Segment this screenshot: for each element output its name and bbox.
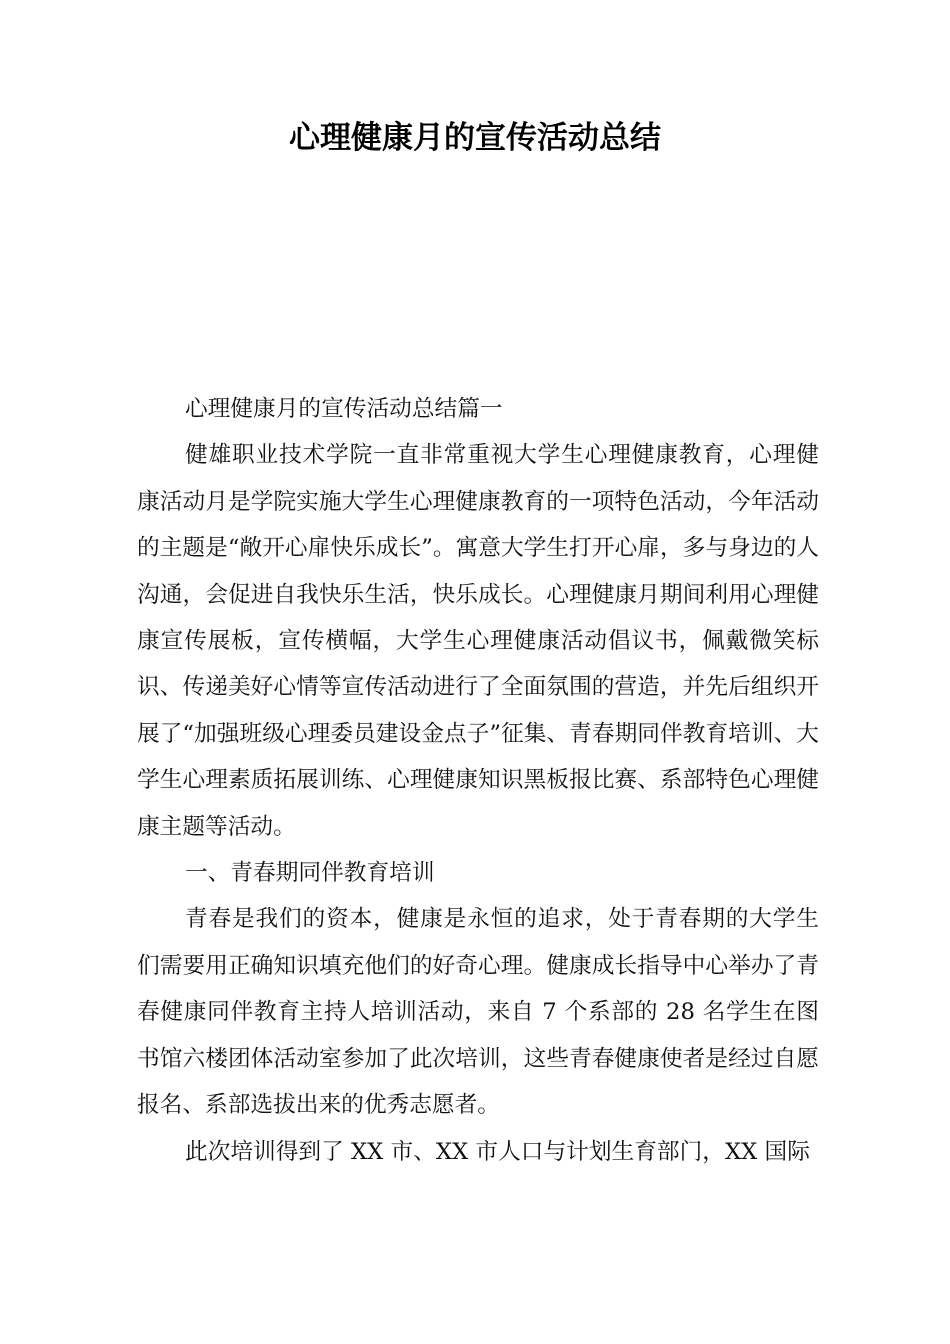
paragraph-peer-education: 青春是我们的资本，健康是永恒的追求，处于青春期的大学生们需要用正确知识填充他们的好奇心理。健康成长指导中心举办了青春健康同伴教育主持人培训活动，来自 7 个系部的 28 名学生在图书馆六楼团体活动室参加了此次培训，这些青春健康使者是经过自愿报名、系部选拔出来的优秀志愿者。 bbox=[137, 906, 819, 1119]
paragraph-intro: 健雄职业技术学院一直非常重视大学生心理健康教育，心理健康活动月是学院实施大学生心理健康教育的一项特色活动，今年活动的主题是“敞开心扉快乐成长”。寓意大学生打开心扉，多与身边的人沟通，会促进自我快乐生活，快乐成长。心理健康月期间利用心理健康宣传展板，宣传横幅，大学生心理健康活动倡议书，佩戴微笑标识、传递美好心情等宣传活动进行了全面氛围的营造，并先后组织开展了“加强班级心理委员建设金点子”征集、青春期同伴教育培训、大学生心理素质拓展训练、心理健康知识黑板报比赛、系部特色心理健康主题等活动。 bbox=[137, 442, 819, 840]
paragraph-training-support: 此次培训得到了 XX 市、XX 市人口与计划生育部门，XX 国际 bbox=[185, 1138, 810, 1165]
section-heading-part-one: 心理健康月的宣传活动总结篇一 bbox=[185, 396, 503, 422]
section-heading-peer-education: 一、青春期同伴教育培训 bbox=[185, 860, 435, 887]
document-body bbox=[137, 386, 819, 1175]
document-title: 心理健康月的宣传活动总结 bbox=[289, 120, 661, 156]
